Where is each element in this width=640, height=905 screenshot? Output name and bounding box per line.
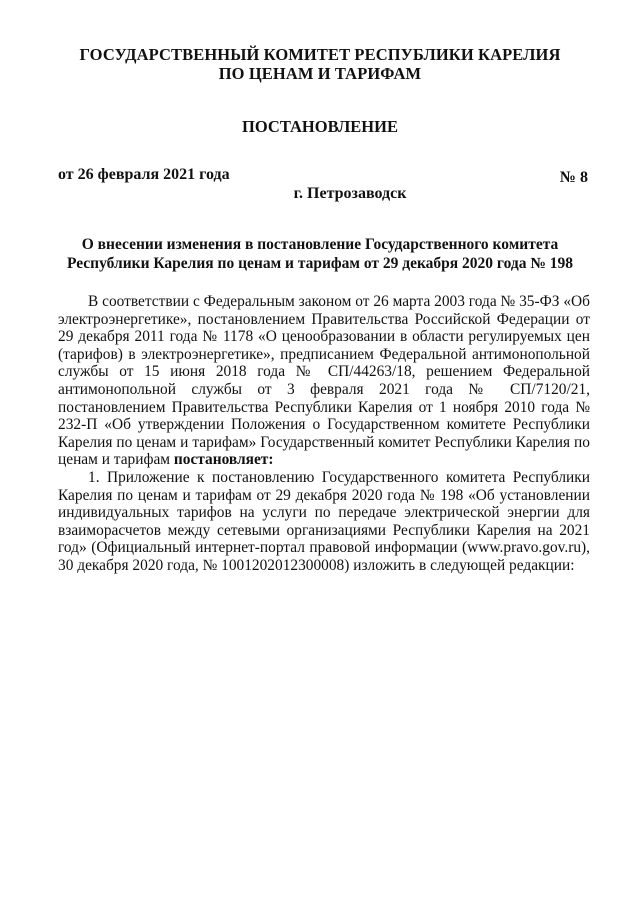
document-date: от 26 февраля 2021 года — [58, 166, 230, 183]
org-name-line2: ПО ЦЕНАМ И ТАРИФАМ — [218, 64, 422, 83]
subject-line2: Республики Карелия по ценам и тарифам от 29 декабря 2020 года № 198 — [66, 255, 574, 272]
subject-line1: О внесении изменения в постановление Государственного комитета — [81, 236, 559, 253]
body-paragraph-1-operative: постановляет: — [173, 451, 274, 469]
body-paragraph-1-text: В соответствии с Федеральным законом от 26 марта 2003 года № 35-ФЗ «Об электроэнергетике», постановлением Правительства Российской Федерации от 29 декабря 2011 года № 1178 «О ценообразовании в области регулируемых цен (тарифов) в электроэнергетике», предписанием Федеральной антимонопольной службы от 15 июня 2018 года № СП/44263/18, решением Федеральной антимонопольной службы от 3 февраля 2021 года № СП/7120/21, постановлением Правительства Республики Карелия от 1 ноября 2010 года № 232-П «Об утверждении Положения о Государственном комитете Республики Карелия по ценам и тарифам» Государственный комитет Республики Карелия по ценам и тарифам — [58, 293, 590, 469]
body-paragraph-2: 1. Приложение к постановлению Государственного комитета Республики Карелия по ценам и тарифам от 29 декабря 2020 года № 198 «Об установлении индивидуальных тарифов на услуги по передаче электрической энергии для взаиморасчетов между сетевыми организациями Республики Карелия на 2021 год» (Официальный интернет-портал правовой информации (www.pravo.gov.ru), 30 декабря 2020 года, № 1001202012300008) изложить в следующей редакции: — [58, 468, 590, 574]
body-paragraph-1 — [58, 293, 590, 469]
org-name-line1: ГОСУДАРСТВЕННЫЙ КОМИТЕТ РЕСПУБЛИКИ КАРЕЛИЯ — [79, 45, 561, 64]
document-city: г. Петрозаводск — [293, 185, 407, 202]
document-body — [58, 293, 590, 575]
document-number: № 8 — [559, 169, 588, 186]
document-type: ПОСТАНОВЛЕНИЕ — [242, 117, 398, 136]
